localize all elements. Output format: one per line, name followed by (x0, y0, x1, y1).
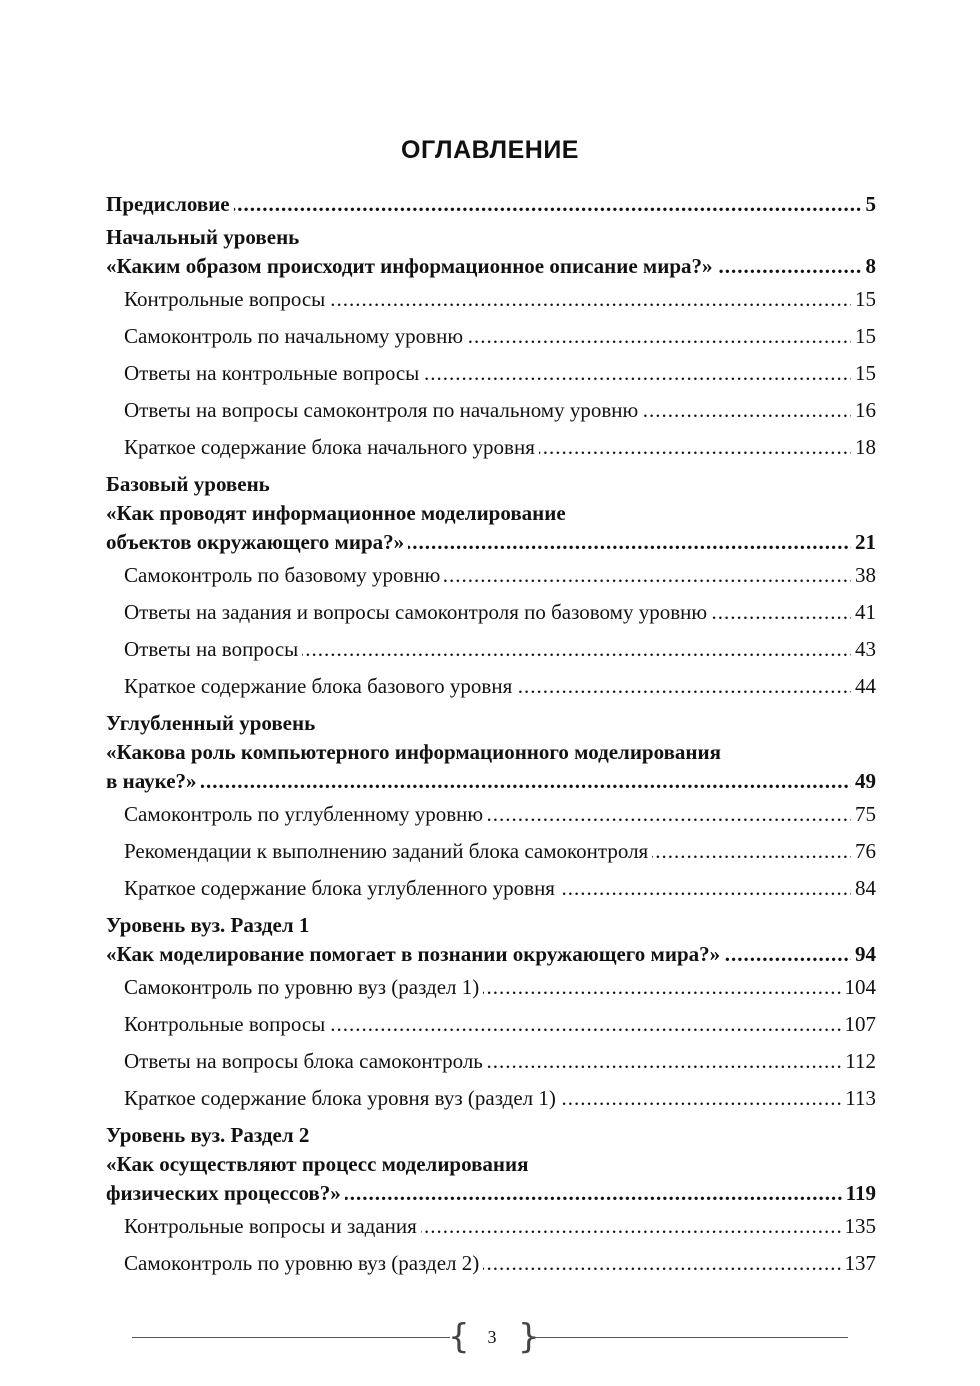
section-heading: Начальный уровень (106, 225, 300, 249)
toc-entry-label: Ответы на задания и вопросы самоконтроля по базовому уровню (124, 594, 711, 631)
toc-entry-label: объектов окружающего мира?» (106, 528, 408, 557)
toc-entry-label: Самоконтроль по углубленному уровню (124, 796, 487, 833)
toc-entry-label: «Как моделирование помогает в познании окружающего мира?» (106, 940, 724, 969)
toc-entry-label: Предисловие (106, 190, 234, 219)
toc-entry[interactable] (124, 1245, 876, 1282)
toc-entry-page: 119 (842, 1179, 876, 1208)
toc-entry[interactable] (124, 1043, 876, 1080)
toc-entry-page: 135 (841, 1208, 877, 1245)
toc-entry-page: 8 (862, 252, 877, 281)
toc-entry-page: 18 (851, 429, 876, 466)
toc-entry-label: Самоконтроль по начальному уровню (124, 318, 467, 355)
toc-section (106, 911, 876, 1117)
toc-entry-label: Краткое содержание блока уровня вуз (раздел 1) (124, 1080, 560, 1117)
toc-entry[interactable] (124, 1208, 876, 1245)
toc-entry[interactable] (124, 969, 876, 1006)
toc-entry-section-title[interactable] (106, 252, 876, 281)
toc-entry[interactable] (124, 281, 876, 318)
toc-entry[interactable] (124, 631, 876, 668)
toc-entry[interactable] (124, 355, 876, 392)
page-number: 3 (487, 1327, 497, 1347)
toc-entry-section-title[interactable] (106, 1179, 876, 1208)
toc-section (106, 1121, 876, 1282)
toc-entry-label: Самоконтроль по базовому уровню (124, 557, 444, 594)
toc-entry[interactable] (124, 594, 876, 631)
toc-entry-section-title[interactable] (106, 940, 876, 969)
right-brace-ornament: } (518, 1317, 540, 1357)
toc-entry[interactable] (124, 870, 876, 907)
toc-entry[interactable] (124, 1080, 876, 1117)
toc-entry-label: Самоконтроль по уровню вуз (раздел 2) (124, 1245, 483, 1282)
toc-entry-label: Ответы на контрольные вопросы (124, 355, 423, 392)
section-heading: Углубленный уровень (106, 711, 316, 735)
toc-entry-label: Самоконтроль по уровню вуз (раздел 1) (124, 969, 483, 1006)
toc-entry-label: Ответы на вопросы самоконтроля по начальному уровню (124, 392, 642, 429)
section-heading: Базовый уровень (106, 472, 270, 496)
leader-dots (106, 767, 876, 796)
toc-entry-page: 15 (851, 281, 876, 318)
toc-entry-page: 76 (851, 833, 876, 870)
toc-entry-page: 94 (851, 940, 876, 969)
toc-entry-page: 113 (841, 1080, 876, 1117)
toc-entry[interactable] (124, 668, 876, 705)
toc-entry-page: 5 (862, 190, 877, 219)
toc-entry-section-title[interactable] (106, 528, 876, 557)
toc-entry-page: 15 (851, 355, 876, 392)
toc-entry-label: физических процессов?» (106, 1179, 345, 1208)
toc-entry[interactable] (124, 318, 876, 355)
toc-entry-page: 107 (841, 1006, 877, 1043)
page-title: ОГЛАВЛЕНИЕ (401, 136, 579, 164)
section-title-line: «Как осуществляют процесс моделирования (106, 1152, 529, 1176)
section-title-line: «Как проводят информационное моделирование (106, 501, 566, 525)
toc-section (106, 223, 876, 466)
toc-entry[interactable] (124, 392, 876, 429)
toc-entry-page: 49 (851, 767, 876, 796)
section-heading: Уровень вуз. Раздел 1 (106, 913, 310, 937)
page-footer (132, 1317, 848, 1357)
table-of-contents (106, 190, 876, 1286)
footer-rule-right (530, 1337, 848, 1338)
toc-entry-section-title[interactable] (106, 767, 876, 796)
toc-entry-preface[interactable] (106, 190, 876, 219)
toc-entry-label: Контрольные вопросы (124, 1006, 329, 1043)
toc-entry-page: 75 (851, 796, 876, 833)
toc-section (106, 470, 876, 705)
toc-entry[interactable] (124, 796, 876, 833)
toc-entry-page: 21 (851, 528, 876, 557)
toc-entry-label: «Каким образом происходит информационное описание мира?» (106, 252, 717, 281)
section-title-line: «Какова роль компьютерного информационного моделирования (106, 740, 721, 764)
toc-entry-page: 15 (851, 318, 876, 355)
toc-entry-label: Контрольные вопросы и задания (124, 1208, 421, 1245)
toc-entry-page: 137 (841, 1245, 877, 1282)
toc-entry-label: Краткое содержание блока углубленного уровня (124, 870, 559, 907)
toc-entry-label: Краткое содержание блока базового уровня (124, 668, 516, 705)
section-heading: Уровень вуз. Раздел 2 (106, 1123, 310, 1147)
toc-entry-label: Ответы на вопросы (124, 631, 302, 668)
toc-entry[interactable] (124, 1006, 876, 1043)
toc-entry-label: Контрольные вопросы (124, 281, 329, 318)
toc-entry-page: 84 (851, 870, 876, 907)
left-brace-ornament: { (448, 1317, 470, 1357)
toc-entry-label: Краткое содержание блока начального уровня (124, 429, 539, 466)
toc-entry-label: Ответы на вопросы блока самоконтроль (124, 1043, 487, 1080)
toc-entry-page: 44 (851, 668, 876, 705)
toc-entry[interactable] (124, 557, 876, 594)
footer-rule-left (132, 1337, 450, 1338)
toc-entry-label: Рекомендации к выполнению заданий блока самоконтроля (124, 833, 652, 870)
toc-entry-page: 43 (851, 631, 876, 668)
toc-entry-page: 104 (841, 969, 877, 1006)
toc-entry-label: в науке?» (106, 767, 201, 796)
toc-entry-page: 112 (841, 1043, 876, 1080)
toc-entry-page: 38 (851, 557, 876, 594)
toc-entry-page: 41 (851, 594, 876, 631)
toc-entry-page: 16 (851, 392, 876, 429)
toc-section (106, 709, 876, 907)
toc-entry[interactable] (124, 429, 876, 466)
toc-entry[interactable] (124, 833, 876, 870)
